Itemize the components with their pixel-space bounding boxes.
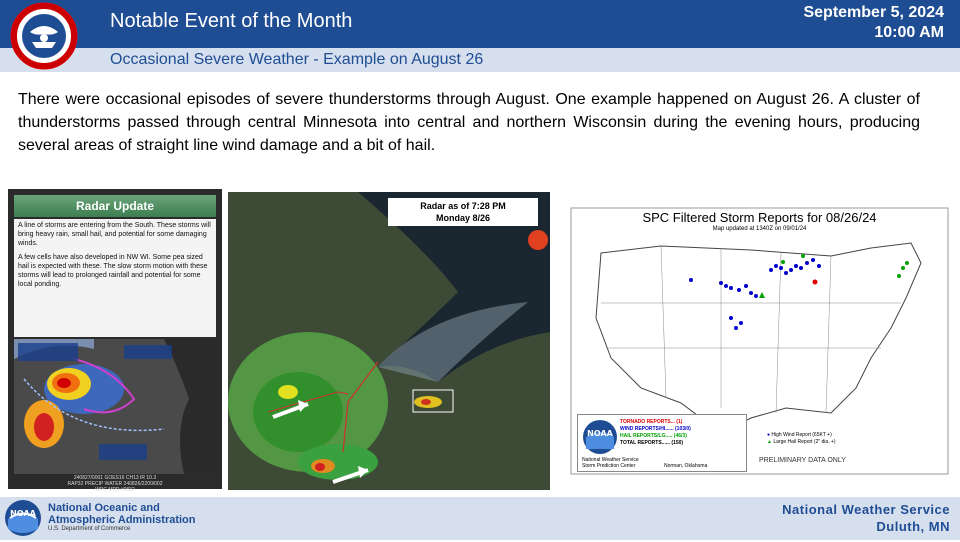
spc-org bbox=[582, 457, 639, 469]
datetime bbox=[803, 3, 944, 43]
spc-title: SPC Filtered Storm Reports for 08/26/24 bbox=[642, 210, 877, 225]
large-hail-legend: ▲ Large Hail Report (2" dia. +) bbox=[767, 439, 836, 445]
noaa-logo-icon bbox=[4, 499, 42, 537]
high-wind-legend: ● High Wind Report (65KT +) bbox=[767, 432, 832, 438]
radar-label-line-2: Monday 8/26 bbox=[435, 213, 491, 223]
noaa-line-1: National Oceanic and bbox=[48, 502, 160, 514]
radar-update-graphic bbox=[8, 189, 222, 493]
spc-symbol-legend bbox=[767, 432, 836, 446]
total-count: TOTAL REPORTS...... (150) bbox=[620, 440, 684, 446]
svg-text:NOAA: NOAA bbox=[10, 509, 36, 518]
spc-report-counts-legend bbox=[577, 414, 747, 472]
page-subtitle: Occasional Severe Weather - Example on August 26 bbox=[110, 51, 484, 68]
radar-update-bullet-1: A line of storms are entering from the South. These storms will bring heavy rain, small hail, and potential for some damaging winds. bbox=[18, 222, 211, 247]
mesoscale-caption bbox=[14, 475, 216, 493]
hail-count: HAIL REPORTS/LG..... (46/3) bbox=[620, 433, 687, 439]
noaa-icon bbox=[582, 419, 618, 455]
caption-line-3: WPC MPD #0832 bbox=[95, 487, 135, 493]
page-title: Notable Event of the Month bbox=[110, 10, 353, 32]
noaa-line-2: Atmospheric Administration bbox=[48, 514, 196, 526]
noaa-name bbox=[48, 502, 196, 526]
tornado-count: TORNADO REPORTS... (1) bbox=[620, 419, 683, 425]
footer-bar bbox=[0, 497, 960, 540]
radar-update-banner: Radar Update bbox=[14, 195, 216, 217]
svg-text:NOAA: NOAA bbox=[587, 429, 613, 438]
radar-image bbox=[228, 192, 550, 490]
wind-count: WIND REPORTS/HI...... (103/0) bbox=[620, 426, 691, 432]
time-text: 10:00 AM bbox=[874, 24, 944, 41]
nws-line-1: National Weather Service bbox=[782, 502, 950, 517]
caption-line-2: RAP32 PRECIP WATER 240826/2200/002 bbox=[67, 481, 163, 487]
spc-org-line-2: Storm Prediction Center bbox=[582, 463, 636, 469]
spc-counts bbox=[620, 419, 691, 447]
radar-label-line-1: Radar as of 7:28 PM bbox=[420, 201, 506, 211]
nws-line-2: Duluth, MN bbox=[876, 519, 950, 534]
spc-storm-reports-map bbox=[571, 208, 948, 474]
radar-update-bullet-2: A few cells have also developed in NW WI. Some pea sized hail is expected with these. The slow storm motion with these storms will lead to prolonged rainfall and potential for some local ponding. bbox=[18, 254, 208, 288]
preliminary-data-note: PRELIMINARY DATA ONLY bbox=[759, 457, 846, 464]
mesoscale-discussion-map bbox=[14, 339, 216, 474]
caption-line-1: 240827/0001 GOES16 CH13 IR 10.3 bbox=[73, 475, 157, 481]
spc-location: Norman, Oklahoma bbox=[664, 463, 708, 469]
date-text: September 5, 2024 bbox=[803, 4, 944, 21]
event-description: There were occasional episodes of severe thunderstorms through August. One example happened on August 26. A cluster of thunderstorms passed through central Minnesota into central and northern Wisconsin during the evening hours, producing several areas of straight line wind damage and a bit of hail. bbox=[18, 91, 920, 154]
radar-update-notes bbox=[14, 219, 216, 337]
spc-org-line-1: National Weather Service bbox=[582, 457, 639, 463]
noaa-department: U.S. Department of Commerce bbox=[48, 526, 131, 532]
radar-timestamp-label bbox=[388, 198, 538, 226]
nws-logo bbox=[4, 2, 84, 70]
spc-updated: Map updated at 1340Z on 09/01/24 bbox=[712, 226, 807, 232]
nws-office bbox=[782, 501, 950, 535]
